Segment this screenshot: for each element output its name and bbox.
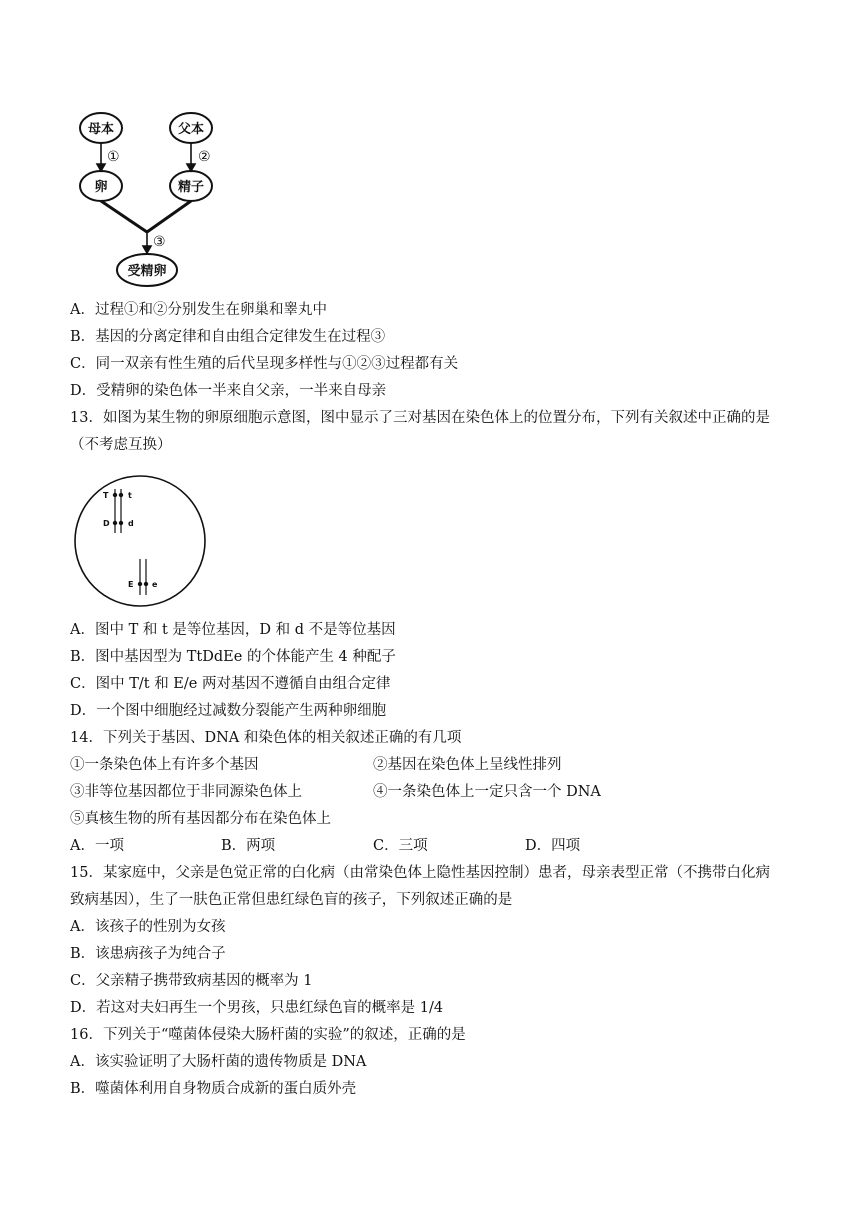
q14-statement-3: ③非等位基因都位于非同源染色体上 [70,784,302,800]
zygote-label: 受精卵 [127,264,167,279]
q14-statement-1: ①一条染色体上有许多个基因 [70,757,259,773]
gene-e: e [152,580,158,589]
q14-option-c: C．三项 [373,838,428,854]
father-label: 父本 [177,122,205,137]
q15-stem: 15．某家庭中，父亲是色觉正常的白化病（由常染色体上隐性基因控制）患者，母亲表型正常（不携带白化病 [70,865,770,881]
q15-option-b: B．该患病孩子为纯合子 [70,946,226,962]
q14-statement-2: ②基因在染色体上呈线性排列 [373,757,562,773]
gene-E: E [128,580,134,589]
q15-option-c: C．父亲精子携带致病基因的概率为 1 [70,973,313,989]
gene-t: t [128,491,132,500]
gene-d: d [128,519,134,528]
q12-option-d: D．受精卵的染色体一半来自父亲，一半来自母亲 [70,383,387,399]
step1-label: ① [107,149,120,165]
q15-stem-cont: 致病基因），生了一肤色正常但患红绿色盲的孩子，下列叙述正确的是 [70,892,513,908]
q13-stem: 13．如图为某生物的卵原细胞示意图，图中显示了三对基因在染色体上的位置分布，下列有关叙述中正确的是 [70,410,770,426]
q14-stem: 14．下列关于基因、DNA 和染色体的相关叙述正确的有几项 [70,730,462,746]
q13-option-d: D．一个图中细胞经过减数分裂能产生两种卵细胞 [70,703,387,719]
q13-stem-cont: （不考虑互换） [70,437,172,453]
q13-option-c: C．图中 T/t 和 E/e 两对基因不遵循自由组合定律 [70,676,391,692]
oocyte-diagram [72,475,208,607]
gene-D: D [103,519,110,528]
mother-label: 母本 [87,122,115,137]
q14-option-b: B．两项 [221,838,276,854]
sperm-label: 精子 [177,180,205,195]
q16-option-b: B．噬菌体利用自身物质合成新的蛋白质外壳 [70,1081,357,1097]
q14-statement-5: ⑤真核生物的所有基因都分布在染色体上 [70,811,331,827]
q13-option-a: A．图中 T 和 t 是等位基因，D 和 d 不是等位基因 [70,622,396,638]
q12-option-b: B．基因的分离定律和自由组合定律发生在过程③ [70,329,386,345]
step2-label: ② [198,149,211,165]
gene-T: T [103,491,109,500]
q15-option-a: A．该孩子的性别为女孩 [70,919,226,935]
step3-label: ③ [153,234,166,250]
q14-statement-4: ④一条染色体上一定只含一个 DNA [373,784,601,800]
q16-stem: 16．下列关于“噬菌体侵染大肠杆菌的实验”的叙述，正确的是 [70,1027,466,1043]
q16-option-a: A．该实验证明了大肠杆菌的遗传物质是 DNA [70,1054,367,1070]
q12-option-a: A．过程①和②分别发生在卵巢和睾丸中 [70,302,327,318]
q13-option-b: B．图中基因型为 TtDdEe 的个体能产生 4 种配子 [70,649,396,665]
egg-label: 卵 [94,180,108,195]
q14-option-a: A．一项 [70,838,124,854]
q15-option-d: D．若这对夫妇再生一个男孩，只患红绿色盲的概率是 1/4 [70,1000,444,1016]
fertilization-diagram [70,108,250,292]
q12-option-c: C．同一双亲有性生殖的后代呈现多样性与①②③过程都有关 [70,356,459,372]
q14-option-d: D．四项 [525,838,581,854]
